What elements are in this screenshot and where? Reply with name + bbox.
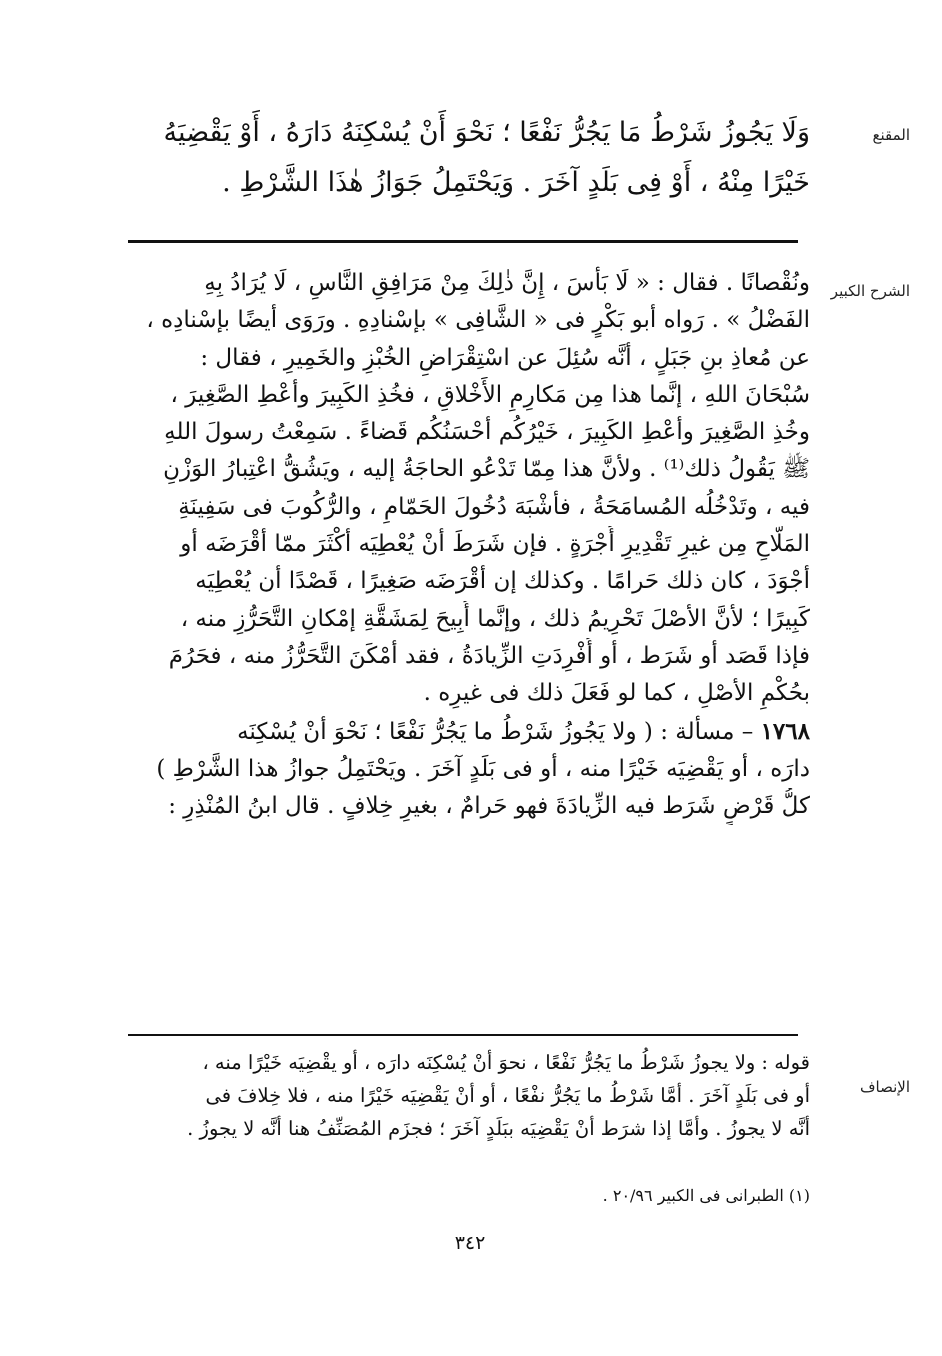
muqni-line: خَيْرًا مِنْهُ ، أَوْ فِى بَلَدٍ آخَرَ . وَيَحْتَمِلُ جَوَازُ هٰذَا الشَّرْطِ . [222, 167, 810, 198]
sharh-line: المَلّاحِ مِن غيرِ تَقْدِيرِ أُجْرَةٍ . فإن شَرَطَ أنْ يُعْطِيَه أكْثَرَ ممّا أقْرَضَه أو [180, 531, 810, 558]
sharh-line: فإذا قَصَد أو شَرَط ، أو أُفْرِدَتِ الزِّيادَةُ ، فقد أمْكَنَ التَّحَرُّزُ منه ، فحَرُمَ [168, 642, 810, 669]
sharh-line: الفَضْلُ » . رَواه أبو بَكْرٍ فى « الشَّافِى » بإسْنادِهِ . ورَوَى أيضًا بإسْنادِه ، [146, 307, 810, 334]
insaf-divider [128, 1034, 798, 1036]
sharh-line: وخُذِ الصَّغِيرَ وأعْطِ الكَبِيرَ ، خَيْرُكُم أحْسَنُكُم قَضاءً . سَمِعْتُ رسولَ اللهِ [164, 419, 810, 446]
sharh-line: عن مُعاذِ بنِ جَبَلٍ ، أنَّه سُئِلَ عن اسْتِقْرَاضِ الخُبْزِ والخَمِيرِ ، فقال : [200, 344, 810, 371]
insaf-line: أنَّه لا يجوزُ . وأمَّا إذا شرَط أنْ يَقْضِيَه ببَلَدٍ آخَرَ ؛ فجزَم المُصَنِّفُ هنا أنَّه لا يجوزُ . [187, 1117, 810, 1140]
sharh-line: أجْوَدَ ، كان ذلك حَرامًا . وكذلك إن أقْرَضَه صَغِيرًا ، قَصْدًا أن يُعْطِيَه [195, 568, 810, 595]
sharh-text-block [120, 265, 810, 825]
muqni-text-block [120, 108, 810, 208]
masala-line: دارَه ، أو يَقْضِيَه خَيْرًا منه ، أو فى بَلَدٍ آخَرَ . ويَحْتَمِلُ جوازُ هذا الشَّرْطِ ) [156, 755, 810, 782]
sharh-line: ونُقْصانًا . فقال : « لَا بَأْسَ ، إِنَّ ذٰلِكَ مِنْ مَرَافِقِ النَّاسِ ، لَا يُرَادُ بِهِ [204, 270, 810, 296]
masala-text: – مسألة : ( ولا يَجُوزُ شَرْطُ ما يَجُرُّ نَفْعًا ؛ نَحْوَ أنْ يُسْكِنَه [237, 718, 754, 745]
insaf-line: أو فى بَلَدٍ آخَرَ . أمَّا شَرْطُ ما يَجُرُّ نفْعًا ، أو أنْ يَقْضِيَه خَيْرًا منه ، فلا خِلافَ فى [205, 1084, 810, 1107]
sharh-section-label: الشرح الكبير [830, 282, 910, 300]
muqni-line: وَلَا يَجُوزُ شَرْطُ مَا يَجُرُّ نَفْعًا ؛ نَحْوَ أَنْ يُسْكِنَهُ دَارَهُ ، أَوْ يَقْضِيَهُ [163, 117, 810, 148]
insaf-section-label: الإنصاف [859, 1078, 910, 1096]
insaf-line: قوله : ولا يجوزُ شَرْطُ ما يَجُرُّ نَفْعًا ، نحوَ أنْ يُسْكِنَه دارَه ، أو يقْضِيَه خَيْرًا منه ، [202, 1051, 810, 1074]
sharh-line: كَبِيرًا ؛ لأنَّ الأصْلَ تَحْرِيمُ ذلك ، وإنَّما أُبِيحَ لِمَشَقَّةِ إمْكانِ التَّحَرُّزِ منه ، [180, 605, 810, 632]
masala-number: ١٧٦٨ [760, 717, 810, 745]
footnote: (١) الطبرانى فى الكبير ٢٠/٩٦ . [602, 1186, 810, 1205]
section-divider [128, 240, 798, 243]
sharh-line: بحُكْمِ الأصْلِ ، كما لو فَعَلَ ذلك فى غيرِه . [423, 680, 810, 707]
page-number: ٣٤٢ [454, 1232, 486, 1254]
sharh-line: سُبْحَانَ اللهِ ، إنَّما هذا مِن مَكارِمِ الأَخْلاقِ ، فخُذِ الكَبِيرَ وأعْطِ الصَّغِيرَ ، [170, 381, 810, 408]
masala-heading-line [120, 713, 810, 751]
sharh-line: فيه ، وتَدْخُلُه المُسامَحَةُ ، فأشْبَهَ دُخُولَ الحَمّامِ ، والرُّكُوبَ فى سَفِينَةِ [178, 493, 810, 520]
muqni-section-label: المقنع [872, 126, 910, 144]
insaf-text-block [120, 1046, 810, 1145]
sharh-line: ﷺ يَقُولُ ذلك⁽¹⁾ . ولأنَّ هذا مِمّا تَدْعُو الحاجَةُ إليه ، ويَشُقُّ اعْتِبارُ الوَزْنِ [163, 456, 810, 483]
masala-line: كلُّ قَرْضٍ شَرَط فيه الزِّيادَةَ فهو حَرامٌ ، بغيرِ خِلافٍ . قال ابنُ المُنْذِرِ : [168, 793, 810, 820]
